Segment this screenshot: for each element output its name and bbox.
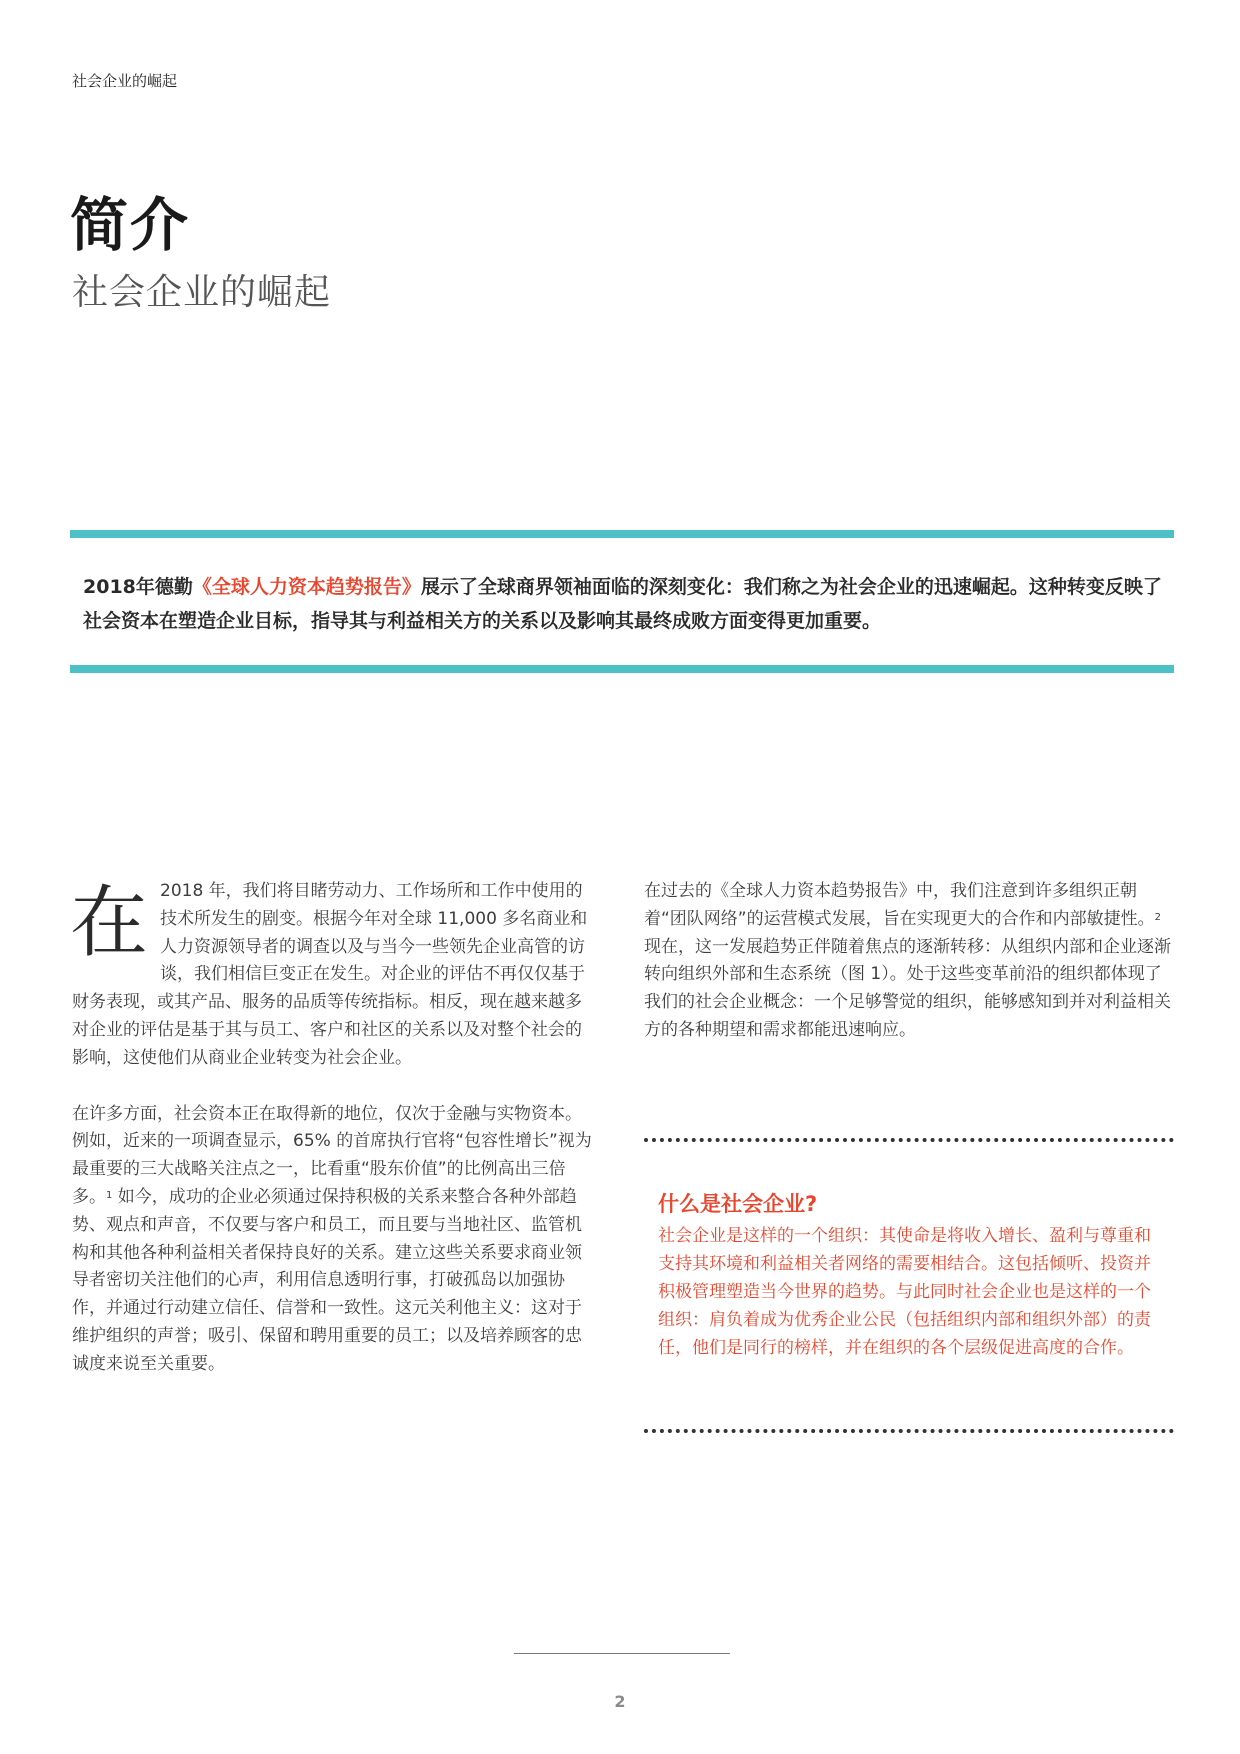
intro-suffix: 展示了全球商界领袖面临的深刻变化：我们称之为社会企业的迅速崛起。这种转变反映了社会资本在塑造企业目标，指导其与利益相关方的关系以及影响其最终成败方面变得更加重要。 xyxy=(83,576,1162,632)
sidebar-top-divider xyxy=(644,1138,1174,1142)
drop-cap: 在 xyxy=(70,878,149,968)
paragraph-2-text-b: 如今，成功的企业必须通过保持积极的关系来整合各种外部趋势、观点和声音，不仅要与客户和员工，而且要与当地社区、监管机构和其他各种利益相关者保持良好的关系。建立这些关系要求商业领导者密切关注他们的心声，利用信息透明行事，打破孤岛以加强协作，并通过行动建立信任、信誉和一致性。这元关利他主义：这对于维护组织的声誉；吸引、保留和聘用重要的员工；以及培养顾客的忠诚度来说至关重要。 xyxy=(72,1186,582,1374)
page-title: 简介 xyxy=(70,191,191,259)
report-title-link: 《全球人力资本趋势报告》 xyxy=(192,576,421,598)
page-subtitle: 社会企业的崛起 xyxy=(72,272,332,313)
left-column xyxy=(72,878,596,1379)
footnote-ref-1[interactable]: 1 xyxy=(106,1189,113,1201)
paragraph-2-text-a: 在许多方面，社会资本正在取得新的地位，仅次于金融与实物资本。例如，近来的一项调查显示，65% 的首席执行官将“包容性增长”视为最重要的三大战略关注点之一，比看重“股东价值”的比例高出三倍多。 xyxy=(72,1103,592,1207)
paragraph-3-text-b: 现在，这一发展趋势正伴随着焦点的逐渐转移：从组织内部和企业逐渐转向组织外部和生态系统（图 1）。处于这些变革前沿的组织都体现了我们的社会企业概念：一个足够警觉的组织，能够感知到并对利益相关方的各种期望和需求都能迅速响应。 xyxy=(644,936,1171,1040)
sidebar-title: 什么是社会企业? xyxy=(658,1192,818,1216)
footer-rule xyxy=(514,1653,730,1654)
paragraph-1 xyxy=(72,878,596,1073)
paragraph-3 xyxy=(644,878,1174,1045)
intro-callout xyxy=(83,570,1163,638)
right-column xyxy=(644,878,1174,1045)
intro-bottom-rule xyxy=(70,665,1174,673)
paragraph-3-text-a: 在过去的《全球人力资本趋势报告》中，我们注意到许多组织正朝着“团队网络”的运营模式发展，旨在实现更大的合作和内部敏捷性。 xyxy=(644,881,1155,929)
sidebar-bottom-divider xyxy=(644,1429,1174,1433)
intro-top-rule xyxy=(70,530,1174,538)
footnote-ref-2[interactable]: 2 xyxy=(1154,911,1161,923)
paragraph-1-text: 2018 年，我们将目睹劳动力、工作场所和工作中使用的技术所发生的剧变。根据今年对全球 11,000 多名商业和人力资源领导者的调查以及与当今一些领先企业高管的访谈，我们相信巨变正在发生。对企业的评估不再仅仅基于财务表现，或其产品、服务的品质等传统指标。相反，现在越来越多对企业的评估是基于其与员工、客户和社区的关系以及对整个社会的影响，这使他们从商业企业转变为社会企业。 xyxy=(72,881,588,1068)
paragraph-2 xyxy=(72,1101,596,1379)
running-header: 社会企业的崛起 xyxy=(72,72,178,90)
intro-prefix: 2018年德勤 xyxy=(83,576,193,598)
page-number: 2 xyxy=(614,1692,626,1711)
sidebar-body: 社会企业是这样的一个组织：其使命是将收入增长、盈利与尊重和支持其环境和利益相关者网络的需要相结合。这包括倾听、投资并积极管理塑造当今世界的趋势。与此同时社会企业也是这样的一个组织：肩负着成为优秀企业公民（包括组织内部和组织外部）的责任，他们是同行的榜样，并在组织的各个层级促进高度的合作。 xyxy=(658,1226,1151,1358)
